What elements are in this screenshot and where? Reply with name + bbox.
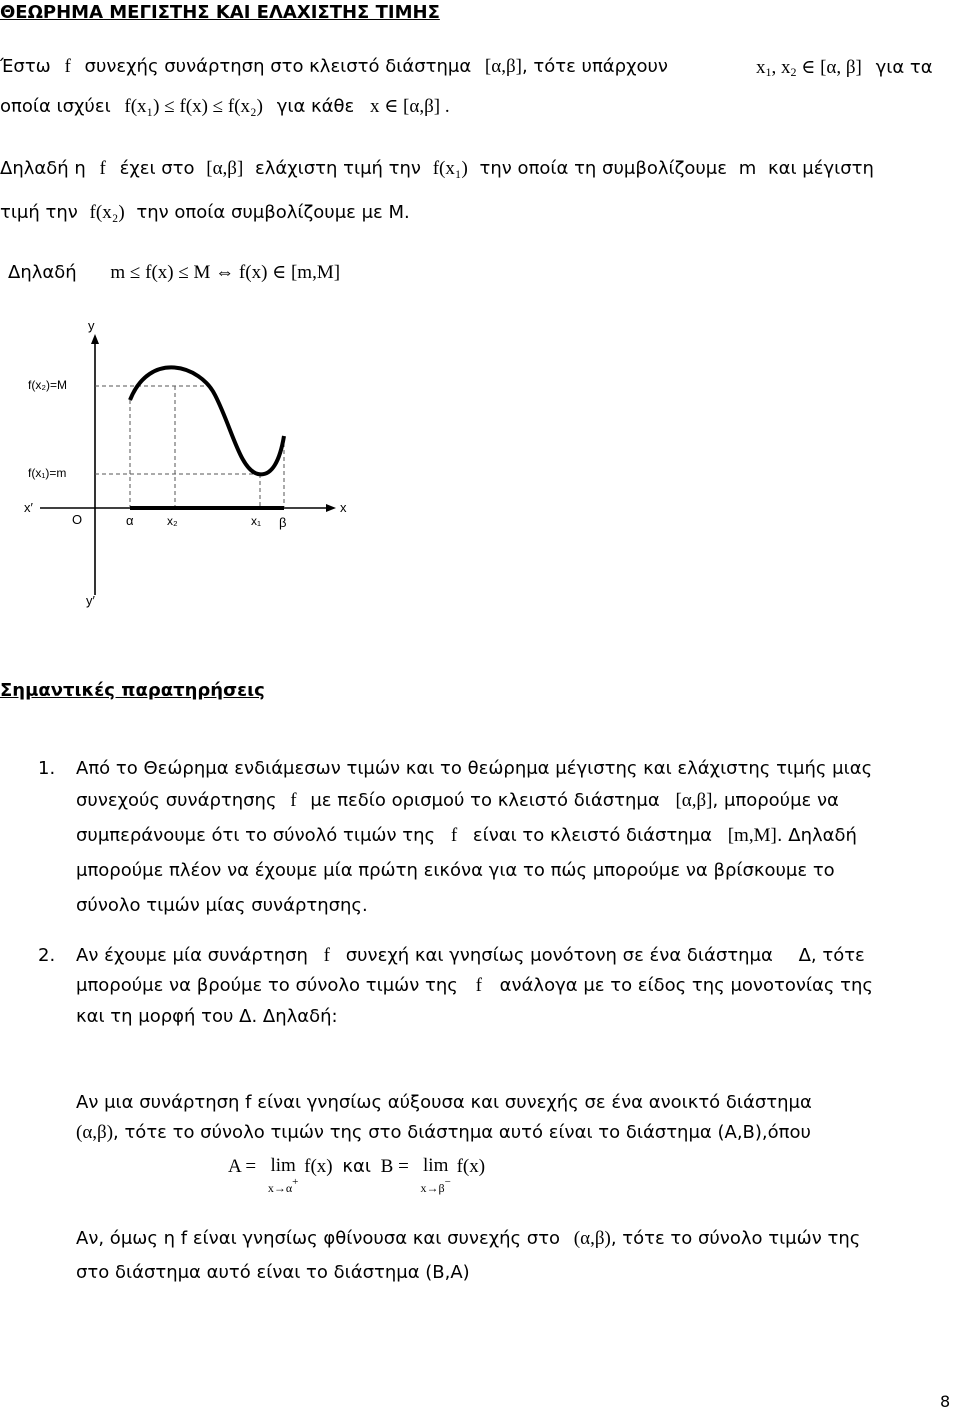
max-value-label: f(x₂)=M bbox=[28, 378, 67, 392]
increasing-line-2: (α,β), τότε το σύνολο τιμών της στο διάστημα αυτό είναι το διάστημα (A,B),όπου bbox=[76, 1122, 811, 1143]
note2-line-1: Αν έχουμε μία συνάρτηση f συνεχή και γνησίως μονότονη σε ένα διάστημα Δ, τότε bbox=[76, 945, 865, 966]
interval-alpha-beta: [α,β] bbox=[484, 56, 522, 77]
y-axis-label: y bbox=[88, 318, 95, 333]
limits-formula: A = lim x→α+ f(x) και B = lim x→β− f(x) bbox=[228, 1155, 486, 1195]
x-axis-label: x bbox=[340, 500, 347, 515]
limit-b: lim x→β− bbox=[420, 1155, 451, 1195]
page-heading: ΘΕΩΡΗΜΑ ΜΕΓΙΣΤΗΣ ΚΑΙ ΕΛΑΧΙΣΤΗΣ ΤΙΜΗΣ bbox=[0, 2, 440, 23]
x-axis-arrow bbox=[326, 504, 336, 512]
para3: Δηλαδή m ≤ f(x) ≤ M ⇔ f(x) ∈ [m,M] bbox=[8, 262, 341, 283]
beta-label: β bbox=[279, 515, 287, 530]
x1-x2: $x_1$, $x_2$ ∈ [α, β] bbox=[756, 57, 862, 79]
decreasing-line-1: Αν, όμως η f είναι γνησίως φθίνουσα και συνεχής στο (α,β), τότε το σύνολο τιμών της bbox=[76, 1228, 861, 1249]
note1-number: 1. bbox=[38, 758, 56, 779]
x2-tick-label: x₂ bbox=[167, 514, 178, 528]
note1-line-2: συνεχούς συνάρτησης f με πεδίο ορισμού το κλειστό διάστημα [α,β], μπορούμε να bbox=[76, 790, 839, 811]
intro-line-1-right: $x_1$, $x_2$ ∈ [α, β] για τα bbox=[756, 57, 933, 79]
min-value-label: f(x₁)=m bbox=[28, 466, 67, 480]
note2-line-2: μπορούμε να βρούμε το σύνολο τιμών της f ανάλογα με το είδος της μονοτονίας της bbox=[76, 975, 873, 996]
note1-line-1: Από το Θεώρημα ενδιάμεσων τιμών και το θεώρημα μέγιστης και ελάχιστης τιμής μιας bbox=[76, 758, 873, 779]
note1-line-3: συμπεράνουμε ότι το σύνολό τιμών της f είναι το κλειστό διάστημα [m,M]. Δηλαδή bbox=[76, 825, 857, 846]
intro-line-1: Έστω f συνεχής συνάρτηση στο κλειστό διάστημα [α,β], τότε υπάρχουν bbox=[0, 56, 668, 77]
note2-line-3: και τη μορφή του Δ. Δηλαδή: bbox=[76, 1006, 338, 1027]
note2-number: 2. bbox=[38, 945, 56, 966]
inequality: f(x₁) ≤ f(x) ≤ f(x₂) bbox=[124, 96, 263, 117]
para2-line-2: τιμή την f(x₂) την οποία συμβολίζουμε με Μ. bbox=[0, 202, 410, 223]
y-axis-arrow bbox=[91, 334, 99, 344]
x-prime-label: x′ bbox=[24, 500, 33, 515]
y-prime-label: y′ bbox=[86, 593, 95, 608]
note1-line-5: σύνολο τιμών μίας συνάρτησης. bbox=[76, 895, 368, 916]
intro-line-2: οποία ισχύει f(x₁) ≤ f(x) ≤ f(x₂) για κάθε x ∈ [α,β] . bbox=[0, 96, 450, 117]
x1-tick-label: x₁ bbox=[251, 514, 262, 528]
origin-label: O bbox=[72, 512, 83, 527]
increasing-line-1: Αν μια συνάρτηση f είναι γνησίως αύξουσα και συνεχής σε ένα ανοικτό διάστημα bbox=[76, 1092, 812, 1113]
limit-a: lim x→α+ bbox=[267, 1155, 299, 1195]
alpha-label: α bbox=[126, 513, 134, 528]
note1-line-4: μπορούμε πλέον να έχουμε μία πρώτη εικόνα για το πώς μπορούμε να βρίσκουμε το bbox=[76, 860, 835, 881]
extreme-value-graph bbox=[0, 310, 370, 615]
decreasing-line-2: στο διάστημα αυτό είναι το διάστημα (B,A) bbox=[76, 1262, 470, 1283]
range-formula: m ≤ f(x) ≤ M ⇔ f(x) ∈ [m,M] bbox=[110, 262, 341, 283]
para2-line-1: Δηλαδή η f έχει στο [α,β] ελάχιστη τιμή την f(x₁) την οποία τη συμβολίζουμε m και μέγιστη bbox=[0, 158, 874, 179]
page-number: 8 bbox=[940, 1392, 951, 1411]
function-curve bbox=[130, 367, 284, 474]
section-heading: Σημαντικές παρατηρήσεις bbox=[0, 680, 265, 701]
